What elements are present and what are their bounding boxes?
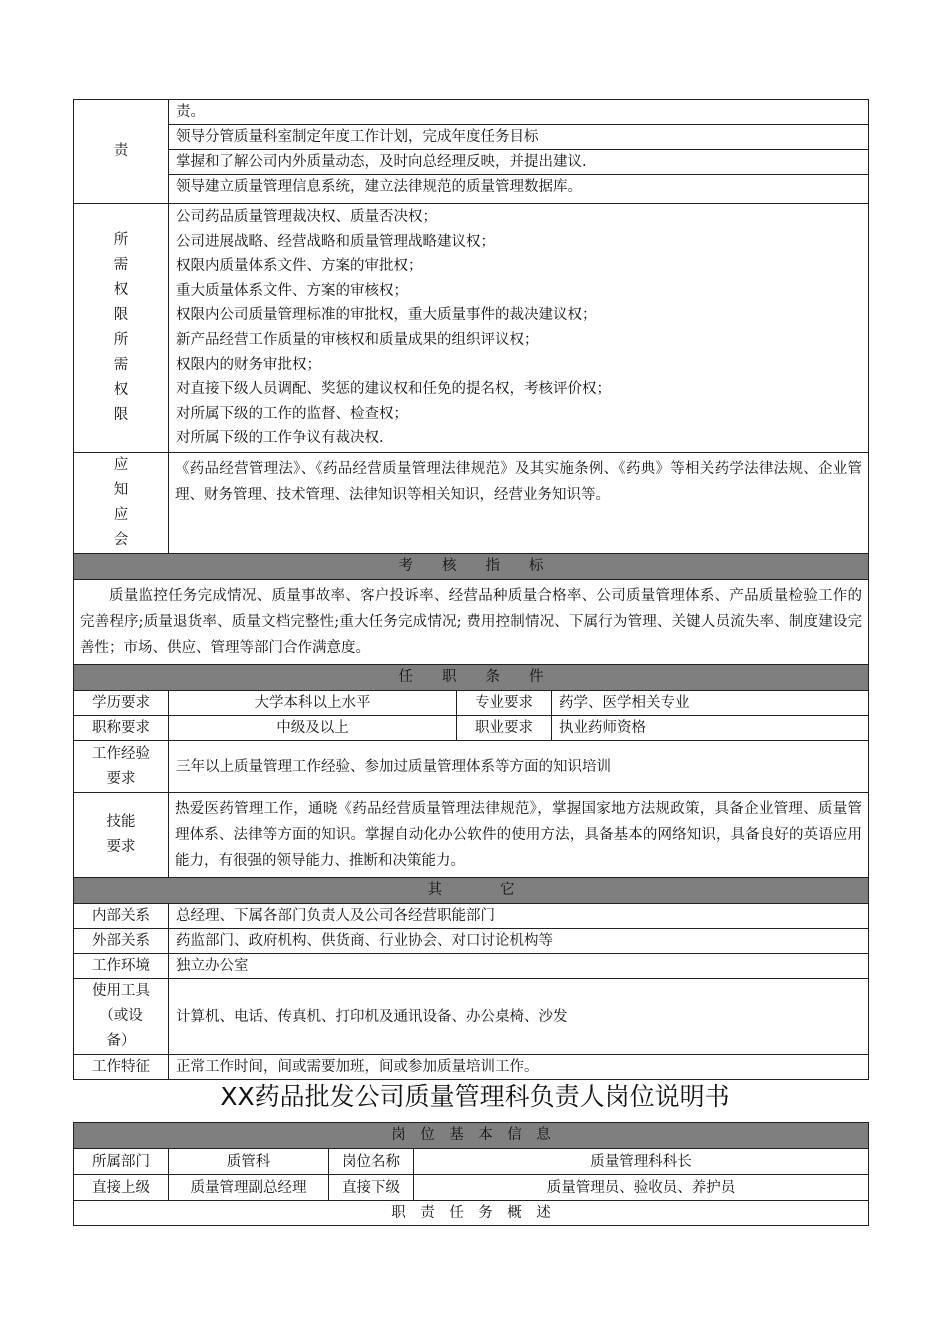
- environment-value: 独立办公室: [169, 954, 869, 979]
- tools-label: [74, 979, 169, 1055]
- authority-item: 对所属下级的工作的监督、检查权；: [176, 405, 408, 422]
- authority-item: 重大质量体系文件、方案的审核权；: [176, 282, 408, 299]
- knowledge-label: [74, 453, 169, 554]
- external-value: 药监部门、政府机构、供货商、行业协会、对口讨论机构等: [169, 929, 869, 954]
- education-label: 学历要求: [74, 691, 169, 716]
- position-label: 岗位名称: [329, 1149, 414, 1175]
- authority-label-char: 需: [113, 257, 129, 273]
- experience-label-line: 要求: [106, 770, 136, 787]
- duty-item: 掌握和了解公司内外质量动态，及时向总经理反映，并提出建议.: [169, 150, 868, 175]
- dept-value: 质管科: [169, 1149, 329, 1175]
- skills-label-line: 技能: [106, 814, 136, 830]
- basic-info-table: [73, 1122, 869, 1226]
- skills-label-line: 要求: [106, 839, 136, 855]
- major-label: 专业要求: [457, 691, 552, 716]
- external-label: 外部关系: [74, 929, 169, 954]
- assessment-text: 质量监控任务完成情况、质量事故率、客户投诉率、经营品种质量合格率、公司质量管理体系、产品质量检验工作的完善程序;质量退货率、质量文档完整性;重大任务完成情况; 费用控制情况、下属行为管理、关键人员流失率、制度建设完善性；市场、供应、管理等部门合作满意度。: [74, 580, 869, 665]
- duties-label: [74, 100, 169, 204]
- authority-label-char: 权: [113, 382, 129, 398]
- skills-value: 热爱医药管理工作，通晓《药品经营质量管理法律规范》，掌握国家地方法规政策，具备企业管理、质量管理体系、法律等方面的知识。掌握自动化办公软件的使用方法，具备基本的网络知识，具备良好的英语应用能力，有很强的领导能力、推断和决策能力。: [169, 793, 869, 878]
- authority-label: [74, 204, 169, 453]
- authority-label-char: 需: [113, 357, 129, 373]
- license-value: 执业药师资格: [552, 716, 869, 741]
- experience-label-line: 工作经验: [92, 745, 150, 762]
- feature-value: 正常工作时间，间或需要加班，间或参加质量培训工作。: [169, 1055, 869, 1080]
- authority-item: 权限内的财务审批权；: [176, 356, 321, 373]
- duties-list: [169, 100, 869, 204]
- knowledge-label-char: 会: [113, 532, 129, 548]
- position-value: 质量管理科科长: [414, 1149, 869, 1175]
- education-value: 大学本科以上水平: [169, 691, 457, 716]
- internal-label: 内部关系: [74, 904, 169, 929]
- tools-label-line: 备）: [106, 1033, 136, 1049]
- environment-label: 工作环境: [74, 954, 169, 979]
- experience-value: 三年以上质量管理工作经验、参加过质量管理体系等方面的知识培训: [169, 741, 869, 793]
- duty-item: 责。: [169, 100, 868, 125]
- authority-item: 公司进展战略、经营战略和质量管理战略建议权；: [176, 233, 495, 250]
- subordinate-value: 质量管理员、验收员、养护员: [414, 1175, 869, 1201]
- major-value: 药学、医学相关专业: [552, 691, 869, 716]
- superior-value: 质量管理副总经理: [169, 1175, 329, 1201]
- basic-info-header: 岗 位 基 本 信 息: [74, 1123, 869, 1149]
- authority-item: 权限内公司质量管理标准的审批权，重大质量事件的裁决建议权；: [176, 307, 597, 324]
- tools-label-line: 使用工具: [92, 983, 150, 999]
- authority-item: 对所属下级的工作争议有裁决权.: [176, 430, 384, 447]
- tools-label-line: （或设: [99, 1008, 143, 1024]
- subordinate-label: 直接下级: [329, 1175, 414, 1201]
- authority-item: 对直接下级人员调配、奖惩的建议权和任免的提名权，考核评价权；: [176, 381, 611, 398]
- title-label: 职称要求: [74, 716, 169, 741]
- other-header: 其 它: [74, 878, 869, 904]
- qualifications-header: 任 职 条 件: [74, 665, 869, 691]
- experience-label: [74, 741, 169, 793]
- dept-label: 所属部门: [74, 1149, 169, 1175]
- summary-header: 职 责 任 务 概 述: [74, 1201, 869, 1226]
- knowledge-text: 《药品经营管理法》、《药品经营质量管理法律规范》及其实施条例、《药典》等相关药学法律法规、企业管理、财务管理、技术管理、法律知识等相关知识，经营业务知识等。: [169, 453, 869, 554]
- authority-label-char: 权: [113, 282, 129, 298]
- document-title: XX药品批发公司质量管理科负责人岗位说明书: [220, 1082, 730, 1111]
- authority-label-char: 限: [113, 307, 129, 323]
- superior-label: 直接上级: [74, 1175, 169, 1201]
- authority-item: 新产品经营工作质量的审核权和质量成果的组织评议权；: [176, 332, 539, 348]
- authority-label-char: 所: [113, 232, 129, 248]
- skills-label: [74, 793, 169, 878]
- authority-item: 公司药品质量管理裁决权、质量否决权；: [176, 209, 437, 226]
- tools-value: 计算机、电话、传真机、打印机及通讯设备、办公桌椅、沙发: [169, 979, 869, 1055]
- feature-label: 工作特征: [74, 1055, 169, 1080]
- job-description-table: [73, 99, 869, 1080]
- internal-value: 总经理、下属各部门负责人及公司各经营职能部门: [169, 904, 869, 929]
- authority-item: 权限内质量体系文件、方案的审批权；: [176, 258, 423, 275]
- authority-list: [169, 204, 869, 453]
- knowledge-label-char: 知: [113, 482, 129, 498]
- duty-item: 领导建立质量管理信息系统，建立法律规范的质量管理数据库。: [176, 179, 582, 195]
- knowledge-label-char: 应: [113, 457, 129, 473]
- authority-label-char: 所: [113, 332, 129, 348]
- title-value: 中级及以上: [169, 716, 457, 741]
- license-label: 职业要求: [457, 716, 552, 741]
- knowledge-label-char: 应: [113, 507, 129, 523]
- duty-item: 领导分管质量科室制定年度工作计划，完成年度任务目标: [169, 125, 868, 150]
- assessment-header: 考 核 指 标: [74, 554, 869, 580]
- duties-label-text: 责: [113, 143, 129, 159]
- authority-label-char: 限: [113, 407, 129, 423]
